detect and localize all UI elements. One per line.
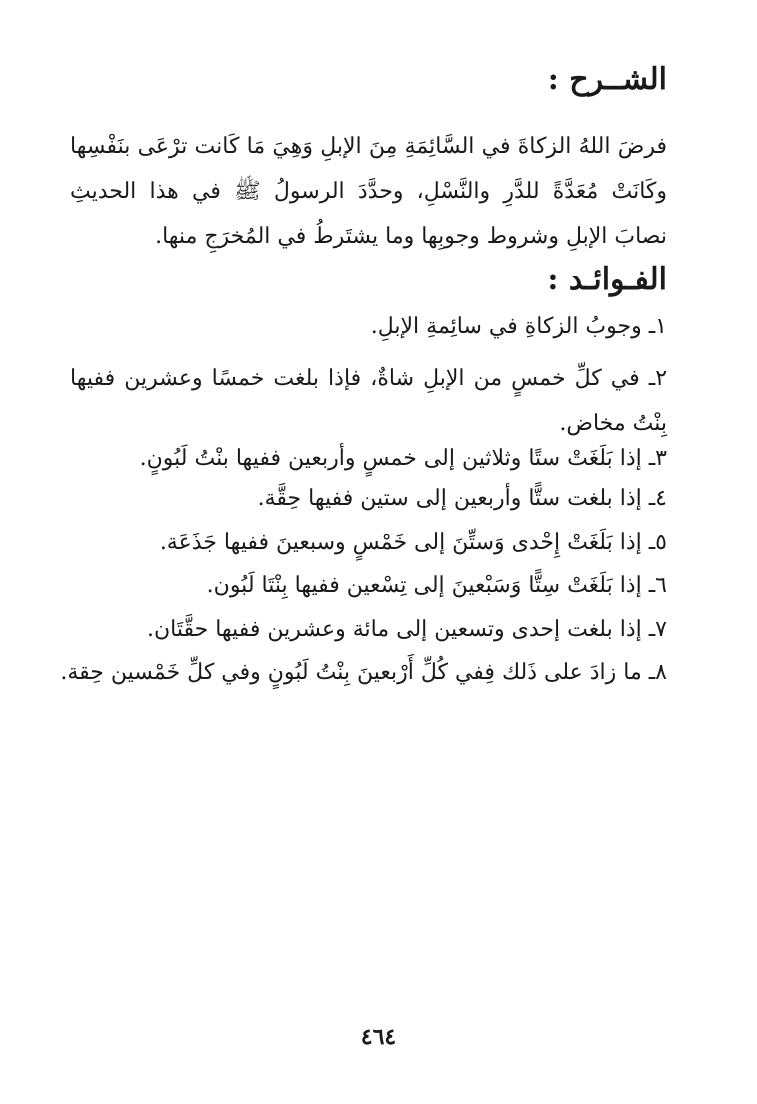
page-number: ٤٦٤	[360, 1024, 397, 1050]
fawaid-item-5: ٥ـ إذا بَلَغَتْ إِحْدى وَستِّنَ إلى خَمْسٍ وسبعينَ ففيها جَذَعَة.	[159, 530, 667, 555]
fawaid-item-8: ٨ـ ما زادَ على ذَلك فِفي كُلِّ أَرْبعينَ بِنْتُ لَبُونٍ وفي كلِّ خَمْسين حِقة.	[60, 660, 667, 685]
fawaid-item-6: ٦ـ إذا بَلَغَتْ سِتًّا وَسَبْعينَ إلى تِسْعين ففيها بِنْتَا لَبُون.	[206, 573, 667, 598]
fawaid-item-4: ٤ـ إذا بلغت ستًّا وأربعين إلى ستين ففيها حِقَّة.	[257, 486, 667, 511]
section-heading-sharh: الشــرح :	[547, 62, 667, 97]
fawaid-item-1: ١ـ وجوبُ الزكاةِ في سائِمةِ الإبلِ.	[370, 314, 667, 339]
fawaid-item-3: ٣ـ إذا بَلَغَتْ ستًا وثلاثين إلى خمسٍ وأربعين ففيها بنْتُ لَبُونٍ.	[139, 446, 667, 471]
fawaid-item-7: ٧ـ إذا بلغت إحدى وتسعين إلى مائة وعشرين ففيها حقَّتَان.	[147, 617, 667, 642]
sharh-paragraph: فرضَ اللهُ الزكاةَ في السَّائِمَةِ مِنَ الإبلِ وَهِيَ مَا كَانت ترْعَى بنَفْسِها وكَانَتْ مُعَدَّةً للدَّرِ والنَّسْلِ، وحدَّدَ الرسولُ ﷺ في هذا الحديثِ نصابَ الإبلِ وشروط وجوبِها وما يشتَرطُ في المُخرَجِ منها.	[70, 134, 667, 249]
fawaid-item-2: ٢ـ في كلِّ خمسٍ من الإبلِ شاةٌ، فإذا بلغت خمسًا وعشرين ففيها بِنْتُ مخاض.	[70, 366, 668, 436]
section-heading-fawaid: الفـوائـد :	[547, 262, 667, 297]
